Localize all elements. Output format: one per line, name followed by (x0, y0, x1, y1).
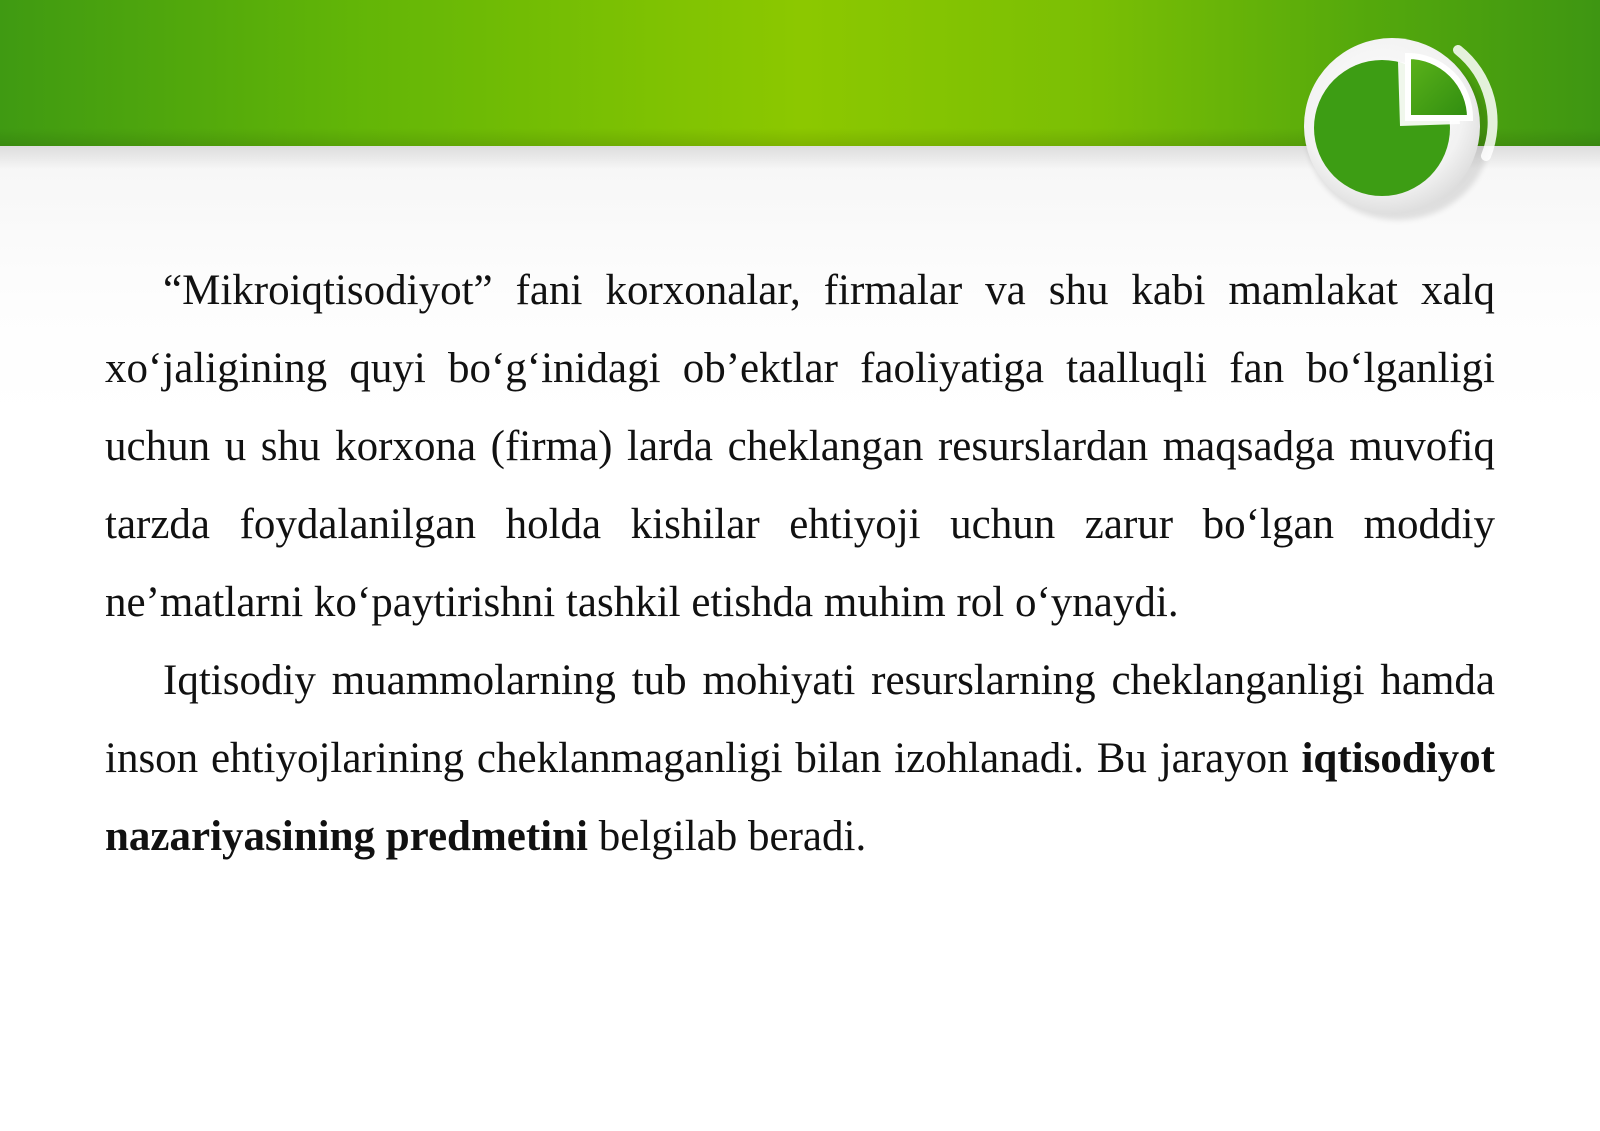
pie-chart-icon (1300, 26, 1530, 226)
paragraph-1: “Mikroiqtisodiyot” fani korxonalar, firmalar va shu kabi mamlakat xalq xo‘jaligining quyi bo‘g‘inidagi ob’ektlar faoliyatiga taalluqli fan bo‘lganligi uchun u shu korxona (firma) larda cheklangan resurslardan maqsadga muvofiq tarzda foydalanilgan holda kishilar ehtiyoji uchun zarur bo‘lgan moddiy ne’matlarni ko‘paytirishni tashkil etishda muhim rol o‘ynaydi. (105, 267, 1495, 626)
paragraph-2 (105, 642, 1495, 876)
paragraph-2-end: belgilab beradi. (588, 813, 867, 860)
body-text (105, 252, 1495, 876)
paragraph-2-start: Iqtisodiy muammolarning tub mohiyati resurslarning cheklanganligi hamda inson ehtiyojlarining cheklanmaganligi bilan izohlanadi. Bu jarayon (105, 657, 1495, 782)
paragraph-2-bold: iqtisodiyot nazariyasining predmetini (105, 735, 1495, 860)
